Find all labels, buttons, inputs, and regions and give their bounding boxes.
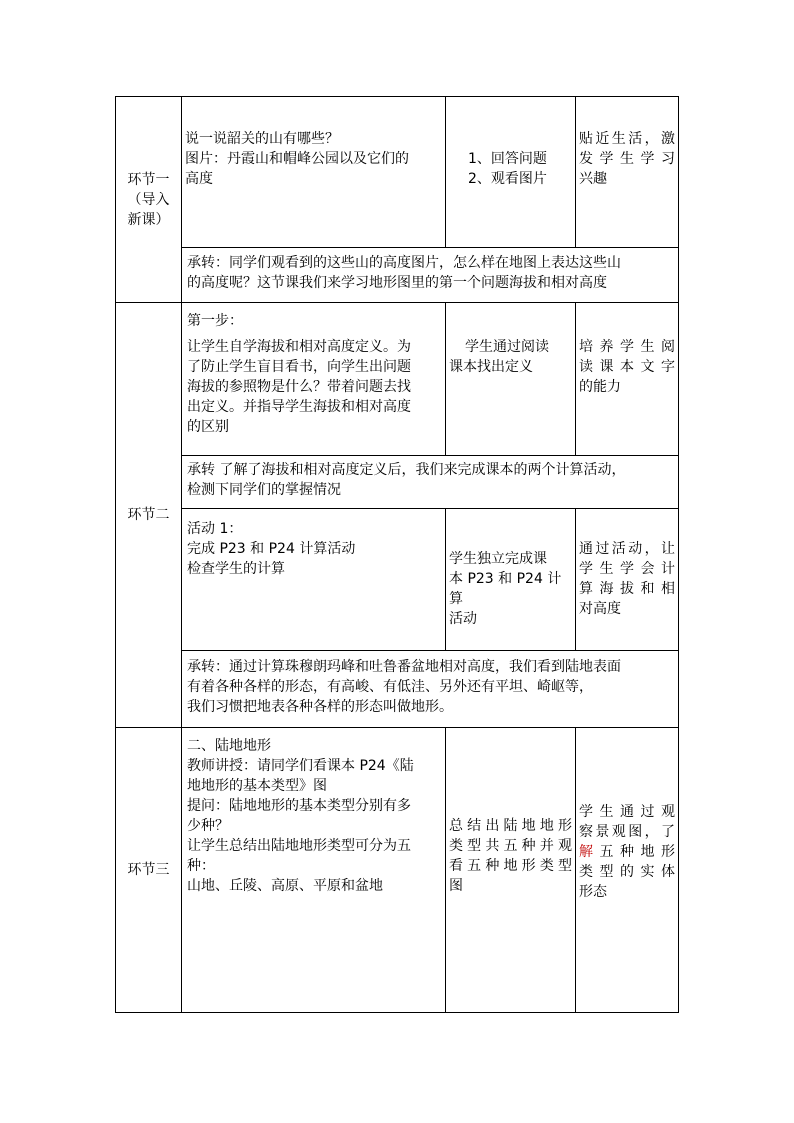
- teacher-text-line: 了防止学生盲目看书，向学生出问题: [187, 359, 411, 375]
- stage-label-line: （导入: [127, 191, 170, 208]
- segment-3-activity-row: [116, 728, 679, 1013]
- design-intent-cell: [576, 728, 679, 1013]
- transition-cell: [182, 456, 679, 509]
- student-text-line: 图: [449, 878, 463, 894]
- design-intent-cell: [576, 97, 679, 248]
- student-activity-cell: [446, 728, 576, 1013]
- design-intent-cell: [576, 303, 679, 456]
- intent-text-line: 算海拔和相: [579, 581, 675, 597]
- design-intent-cell: [576, 509, 679, 651]
- intent-text-line: 对高度: [579, 601, 621, 617]
- teacher-text-line: 检查学生的计算: [187, 561, 285, 577]
- stage-label-line: 新课）: [127, 211, 170, 228]
- student-text-line: 学生独立完成课: [449, 551, 547, 567]
- transition-cell: [182, 248, 679, 303]
- stage-cell-1: [116, 97, 182, 303]
- intent-text-line: 读课本文字: [579, 359, 675, 375]
- stage-cell-2: [116, 303, 182, 728]
- segment-2-transition-row-1: [116, 456, 679, 509]
- segment-1-transition-row: [116, 248, 679, 303]
- teacher-activity-cell: [182, 728, 446, 1013]
- student-text-line: 学生通过阅读: [465, 339, 549, 355]
- intent-text-line: 形态: [579, 884, 607, 900]
- intent-text-line: 察景观图，了: [579, 824, 675, 840]
- transition-cell: [182, 651, 679, 728]
- teacher-text-line: 让学生自学海拔和相对高度定义。为: [187, 339, 411, 355]
- lesson-plan-table: [115, 96, 679, 1013]
- teacher-text-line: 图片：丹霞山和帽峰公园以及它们的: [185, 151, 409, 167]
- student-text-line: 总结出陆地地形: [449, 818, 572, 834]
- highlighted-character: 解: [579, 844, 600, 860]
- teacher-text-line: 第一步：: [187, 313, 243, 329]
- teacher-text-line: 海拔的参照物是什么？带着问题去找: [187, 379, 411, 395]
- teacher-activity-cell: [182, 509, 446, 651]
- teacher-text-line: 教师讲授：请同学们看课本 P24《陆: [187, 758, 414, 774]
- intent-text-line: 通过活动，让: [579, 541, 675, 557]
- student-text-line: 1、回答问题: [468, 151, 547, 167]
- teacher-text-line: 活动 1：: [187, 521, 243, 537]
- intent-text-line: 贴近生活，激: [579, 131, 675, 147]
- student-text-line: 看五种地形类型: [449, 858, 572, 874]
- student-activity-cell: [446, 303, 576, 456]
- transition-text-line: 有着各种各样的形态，有高峻、有低洼、另外还有平坦、崎岖等，: [187, 679, 593, 695]
- stage-label-line: 环节三: [127, 862, 170, 878]
- segment-2-transition-row-2: [116, 651, 679, 728]
- intent-text-line: 学生学会计: [579, 561, 675, 577]
- intent-text-line: 培养学生阅: [579, 339, 675, 355]
- intent-text-line: 兴趣: [579, 171, 607, 187]
- segment-1-activity-row: [116, 97, 679, 248]
- stage-cell-3: [116, 728, 182, 1013]
- transition-text-line: 承转：通过计算珠穆朗玛峰和吐鲁番盆地相对高度，我们看到陆地表面: [187, 659, 621, 675]
- student-text-line: 类型共五种并观: [449, 838, 572, 854]
- intent-text-line: 类型的实体: [579, 864, 675, 880]
- student-activity-cell: [446, 97, 576, 248]
- teacher-text-line: 出定义。并指导学生海拔和相对高度: [187, 399, 411, 415]
- student-activity-cell: [446, 509, 576, 651]
- teacher-text-line: 山地、丘陵、高原、平原和盆地: [187, 878, 383, 894]
- stage-label-line: 环节一: [127, 171, 170, 188]
- teacher-text-line: 提问：陆地地形的基本类型分别有多: [187, 798, 411, 814]
- teacher-text-line: 说一说韶关的山有哪些？: [185, 131, 339, 147]
- intent-text-line: 的能力: [579, 379, 621, 395]
- student-text-line: 本 P23 和 P24 计算: [449, 571, 562, 607]
- student-text-line: 活动: [449, 611, 477, 627]
- intent-text-line: 学生通过观: [579, 804, 675, 820]
- segment-2-activity-row-1: [116, 303, 679, 456]
- teacher-text-line: 高度: [185, 171, 213, 187]
- transition-text-line: 承转：同学们观看到的这些山的高度图片，怎么样在地图上表达这些山: [187, 255, 621, 271]
- transition-text-line: 承转 了解了海拔和相对高度定义后，我们来完成课本的两个计算活动，: [187, 462, 626, 478]
- transition-text-line: 我们习惯把地表各种各样的形态叫做地形。: [187, 699, 453, 715]
- teacher-text-line: 的区别: [187, 419, 229, 435]
- teacher-text-line: 完成 P23 和 P24 计算活动: [187, 541, 356, 557]
- teacher-text-line: 二、陆地地形: [187, 738, 271, 754]
- segment-2-activity-row-2: [116, 509, 679, 651]
- stage-label-line: 环节二: [127, 507, 170, 523]
- student-text-line: 2、观看图片: [468, 171, 547, 187]
- teacher-text-line: 少种？: [187, 818, 229, 834]
- student-text-line: 课本找出定义: [449, 359, 533, 375]
- teacher-text-line: 让学生总结出陆地地形类型可分为五: [187, 838, 411, 854]
- transition-text-line: 检测下同学们的掌握情况: [187, 482, 341, 498]
- teacher-activity-cell: [182, 303, 446, 456]
- intent-text-rest: 五种地形: [599, 844, 675, 860]
- teacher-text-line: 地地形的基本类型》图: [187, 778, 327, 794]
- transition-text-line: 的高度呢？这节课我们来学习地形图里的第一个问题海拔和相对高度: [187, 275, 607, 291]
- intent-text-line: 发学生学习: [579, 151, 675, 167]
- intent-text-line: [579, 842, 675, 862]
- teacher-activity-cell: [182, 97, 446, 248]
- teacher-text-line: 种：: [187, 858, 215, 874]
